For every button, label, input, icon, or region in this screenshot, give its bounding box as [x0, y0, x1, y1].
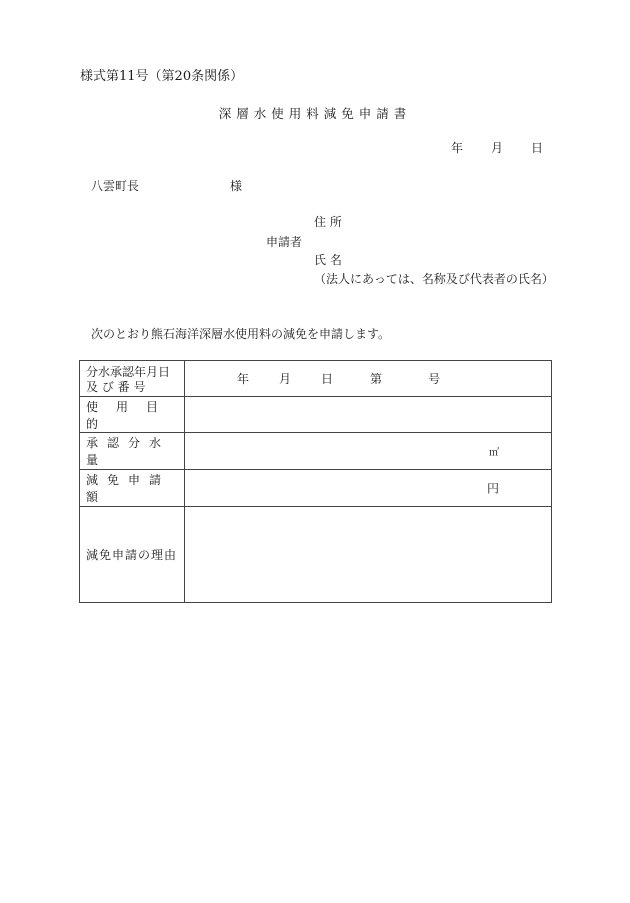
reduction-reason-field[interactable] — [185, 507, 552, 603]
table-row — [80, 470, 552, 507]
purpose-label: 使用目的 — [86, 399, 177, 431]
corporate-note: （法人にあっては、名称及び代表者の氏名） — [314, 272, 554, 286]
application-date — [451, 139, 543, 156]
address-label: 住 所 — [314, 215, 342, 229]
yen-unit: 円 — [486, 481, 499, 496]
table-row — [80, 397, 552, 433]
approval-day-label: 日 — [321, 372, 334, 386]
approval-month-label: 月 — [279, 372, 292, 386]
document-title: 深層水使用料減免申請書 — [218, 106, 412, 121]
date-month-label: 月 — [491, 141, 504, 155]
reduction-reason-label-cell — [80, 507, 185, 603]
water-volume-field[interactable] — [185, 433, 552, 470]
cubic-meter-unit: ㎥ — [489, 447, 499, 459]
reduction-amount-label: 減免申請額 — [86, 473, 171, 504]
water-volume-label: 承認分水量 — [86, 436, 171, 467]
application-table — [79, 360, 552, 603]
addressee-name: 八雲町長 — [91, 179, 140, 193]
name-label: 氏 名 — [314, 253, 342, 267]
date-day-label: 日 — [531, 141, 544, 155]
approval-date-label-cell — [80, 361, 185, 397]
approval-year-label: 年 — [237, 372, 250, 386]
approval-number-suffix: 号 — [428, 372, 441, 386]
approval-date-label-line2: 及 び 番 号 — [86, 379, 146, 394]
table-row — [80, 361, 552, 397]
date-year-label: 年 — [451, 141, 464, 155]
application-statement: 次のとおり熊石海洋深層水使用料の減免を申請します。 — [91, 327, 391, 341]
purpose-field[interactable] — [185, 397, 552, 433]
reduction-amount-label-cell — [80, 470, 185, 507]
applicant-label: 申請者 — [266, 235, 303, 249]
table-row — [80, 507, 552, 603]
approval-number-prefix: 第 — [370, 372, 383, 386]
table-row — [80, 433, 552, 470]
reduction-reason-label: 減免申請の理由 — [86, 548, 178, 562]
addressee-honorific: 様 — [230, 179, 243, 193]
water-volume-label-cell — [80, 433, 185, 470]
purpose-label-cell — [80, 397, 185, 433]
approval-date-label-line1: 分水承認年月日 — [86, 364, 171, 379]
reduction-amount-field[interactable] — [185, 470, 552, 507]
form-number: 様式第11号（第20条関係） — [80, 69, 244, 84]
approval-date-field[interactable] — [185, 361, 552, 397]
